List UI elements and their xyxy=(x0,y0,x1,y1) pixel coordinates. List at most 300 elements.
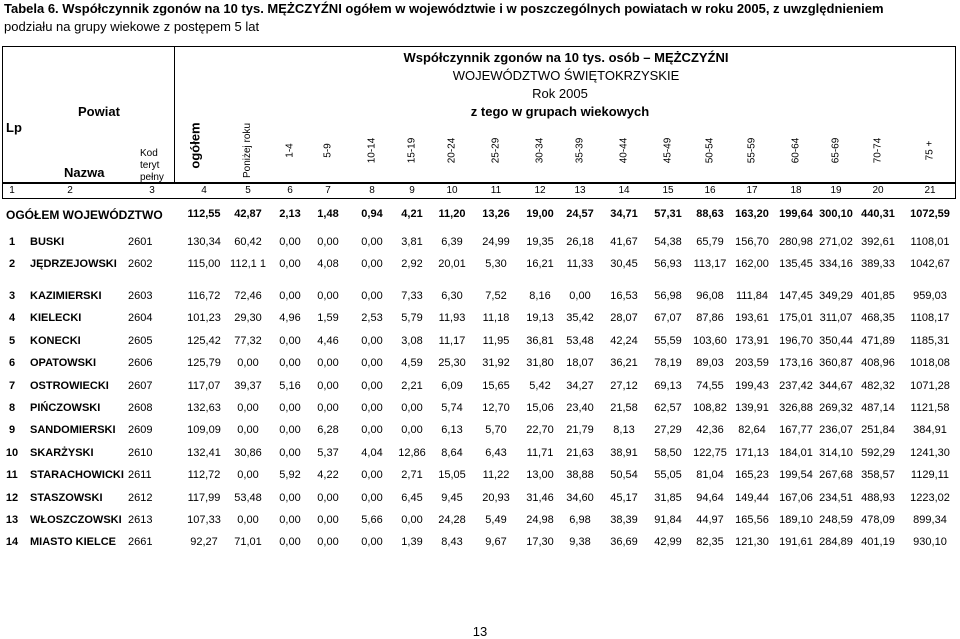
row-value: 11,17 xyxy=(438,335,466,347)
age-group-label: 20-24 xyxy=(446,137,458,163)
row-lp: 13 xyxy=(5,514,19,526)
age-group-label: 70-74 xyxy=(872,137,884,163)
row-value: 0,00 xyxy=(237,424,259,436)
column-number: 2 xyxy=(67,185,73,196)
column-number: 3 xyxy=(149,185,155,196)
row-value: 2,92 xyxy=(401,258,423,270)
row-value: 408,96 xyxy=(861,357,895,369)
row-value: 5,49 xyxy=(485,514,507,526)
age-group-label: 30-34 xyxy=(534,137,546,163)
row-value: 55,05 xyxy=(654,469,682,481)
row-value: 11,95 xyxy=(482,335,510,347)
row-value: 11,33 xyxy=(566,258,594,270)
row-value: 27,29 xyxy=(654,424,682,436)
row-value: 326,88 xyxy=(779,402,813,414)
row-value: 38,88 xyxy=(566,469,594,481)
row-value: 344,67 xyxy=(819,380,853,392)
row-value: 401,85 xyxy=(861,290,895,302)
page-number: 13 xyxy=(472,624,488,639)
row-value: 31,46 xyxy=(526,492,554,504)
row-value: 1129,11 xyxy=(910,469,950,481)
row-value: 7,52 xyxy=(485,290,507,302)
row-kod: 2612 xyxy=(128,492,153,504)
row-lp: 11 xyxy=(6,469,18,481)
total-row-value: 19,00 xyxy=(526,208,554,220)
row-value: 0,00 xyxy=(317,514,339,526)
row-value: 34,27 xyxy=(566,380,594,392)
row-value: 11,22 xyxy=(482,469,510,481)
column-number: 15 xyxy=(662,185,674,196)
row-value: 471,89 xyxy=(861,335,895,347)
row-value: 94,64 xyxy=(696,492,724,504)
row-value: 0,00 xyxy=(279,514,301,526)
row-value: 31,80 xyxy=(526,357,554,369)
age-group-header xyxy=(308,120,348,180)
column-number: 20 xyxy=(872,185,884,196)
row-value: 8,16 xyxy=(529,290,551,302)
row-value: 112,72 xyxy=(187,469,221,481)
column-number: 16 xyxy=(704,185,716,196)
total-row-value: 1,48 xyxy=(317,208,339,220)
age-group-label: 5-9 xyxy=(322,142,334,158)
row-value: 0,00 xyxy=(317,357,339,369)
total-row-value: 1072,59 xyxy=(910,208,950,220)
row-value: 271,02 xyxy=(819,236,853,248)
row-value: 5,70 xyxy=(485,424,507,436)
row-value: 36,81 xyxy=(526,335,554,347)
row-value: 15,06 xyxy=(526,402,554,414)
row-kod: 2605 xyxy=(128,335,153,347)
row-value: 0,00 xyxy=(279,402,301,414)
row-value: 959,03 xyxy=(913,290,947,302)
row-value: 6,13 xyxy=(441,424,463,436)
row-value: 592,29 xyxy=(861,447,895,459)
row-value: 113,17 xyxy=(693,258,727,270)
row-value: 18,07 xyxy=(566,357,594,369)
row-value: 5,66 xyxy=(361,514,383,526)
row-kod: 2607 xyxy=(128,380,153,392)
row-value: 251,84 xyxy=(861,424,895,436)
row-value: 103,60 xyxy=(693,335,727,347)
age-group-header xyxy=(352,120,392,180)
column-number: 8 xyxy=(369,185,375,196)
row-value: 147,45 xyxy=(779,290,813,302)
row-value: 8,13 xyxy=(613,424,635,436)
row-value: 24,99 xyxy=(482,236,510,248)
total-row-value: 163,20 xyxy=(735,208,769,220)
row-value: 0,00 xyxy=(361,536,383,548)
row-value: 116,72 xyxy=(187,290,221,302)
row-value: 149,44 xyxy=(735,492,769,504)
row-value: 0,00 xyxy=(279,335,301,347)
age-group-header xyxy=(816,120,856,180)
row-value: 1,39 xyxy=(401,536,423,548)
row-value: 0,00 xyxy=(317,402,339,414)
row-value: 60,42 xyxy=(234,236,262,248)
row-value: 121,30 xyxy=(735,536,769,548)
row-value: 39,37 xyxy=(234,380,262,392)
row-value: 165,56 xyxy=(735,514,769,526)
total-row-value: 112,55 xyxy=(187,208,221,220)
ogolem-header xyxy=(180,121,210,169)
row-value: 488,93 xyxy=(861,492,895,504)
row-name: OSTROWIECKI xyxy=(30,380,109,392)
row-value: 0,00 xyxy=(361,236,383,248)
age-group-header xyxy=(270,120,310,180)
row-value: 0,00 xyxy=(317,236,339,248)
row-value: 11,18 xyxy=(482,312,510,324)
table-caption xyxy=(4,0,956,36)
age-group-header xyxy=(520,120,560,180)
row-value: 156,70 xyxy=(735,236,769,248)
row-value: 184,01 xyxy=(779,447,813,459)
row-value: 4,46 xyxy=(317,335,339,347)
row-value: 189,10 xyxy=(779,514,813,526)
row-value: 478,09 xyxy=(861,514,895,526)
column-number: 21 xyxy=(924,185,936,196)
row-value: 3,81 xyxy=(401,236,423,248)
row-value: 0,00 xyxy=(279,424,301,436)
row-value: 0,00 xyxy=(401,402,423,414)
row-value: 0,00 xyxy=(361,492,383,504)
row-value: 1241,30 xyxy=(910,447,950,459)
row-value: 56,93 xyxy=(654,258,682,270)
row-value: 203,59 xyxy=(735,357,769,369)
row-value: 91,84 xyxy=(654,514,682,526)
row-kod: 2606 xyxy=(128,357,153,369)
row-value: 3,08 xyxy=(401,335,423,347)
row-value: 1185,31 xyxy=(910,335,950,347)
row-name: BUSKI xyxy=(30,236,65,248)
pelny-label: pełny xyxy=(140,172,164,183)
row-value: 82,64 xyxy=(738,424,766,436)
row-value: 89,03 xyxy=(696,357,724,369)
row-name: STARACHOWICKI xyxy=(30,469,124,481)
row-value: 0,00 xyxy=(237,514,259,526)
row-value: 1108,17 xyxy=(910,312,950,324)
row-kod: 2609 xyxy=(128,424,153,436)
row-value: 236,07 xyxy=(819,424,853,436)
column-number: 17 xyxy=(746,185,758,196)
age-group-label: 25-29 xyxy=(490,137,502,163)
row-value: 0,00 xyxy=(401,424,423,436)
total-row-value: 34,71 xyxy=(610,208,638,220)
row-value: 0,00 xyxy=(279,258,301,270)
row-value: 6,43 xyxy=(485,447,507,459)
row-value: 35,42 xyxy=(566,312,594,324)
row-value: 81,04 xyxy=(696,469,724,481)
row-value: 31,85 xyxy=(654,492,682,504)
row-value: 15,65 xyxy=(482,380,510,392)
age-group-label: 1-4 xyxy=(284,142,296,158)
row-value: 24,98 xyxy=(526,514,554,526)
ogolem-label: ogółem xyxy=(187,121,203,169)
row-value: 0,00 xyxy=(317,380,339,392)
age-group-header xyxy=(604,120,644,180)
row-value: 5,30 xyxy=(485,258,507,270)
kod-label: Kod xyxy=(140,148,158,159)
row-kod: 2603 xyxy=(128,290,153,302)
total-row-value: 24,57 xyxy=(566,208,594,220)
total-row-value: 11,20 xyxy=(438,208,466,220)
nazwa-header: Nazwa xyxy=(64,165,105,180)
row-value: 167,06 xyxy=(779,492,813,504)
row-value: 6,30 xyxy=(441,290,463,302)
row-value: 0,00 xyxy=(361,424,383,436)
row-value: 0,00 xyxy=(361,469,383,481)
row-value: 21,63 xyxy=(566,447,594,459)
age-group-label: 75 + xyxy=(924,140,936,160)
row-value: 56,98 xyxy=(654,290,682,302)
row-value: 71,01 xyxy=(234,536,262,548)
age-group-header xyxy=(392,120,432,180)
row-value: 350,44 xyxy=(819,335,853,347)
age-group-label: 55-59 xyxy=(746,137,758,163)
row-value: 4,96 xyxy=(279,312,301,324)
row-value: 196,70 xyxy=(779,335,813,347)
row-lp: 5 xyxy=(8,335,16,347)
row-value: 6,09 xyxy=(441,380,463,392)
age-group-header xyxy=(648,120,688,180)
row-value: 101,23 xyxy=(187,312,221,324)
row-lp: 12 xyxy=(5,492,19,504)
row-value: 0,00 xyxy=(361,402,383,414)
age-group-label: 45-49 xyxy=(662,137,674,163)
row-value: 165,23 xyxy=(735,469,769,481)
row-value: 5,16 xyxy=(279,380,301,392)
row-value: 9,67 xyxy=(485,536,507,548)
row-value: 87,86 xyxy=(696,312,724,324)
row-value: 193,61 xyxy=(735,312,769,324)
row-value: 6,45 xyxy=(401,492,423,504)
total-row-value: 199,64 xyxy=(779,208,813,220)
row-value: 1,59 xyxy=(317,312,339,324)
row-kod: 2613 xyxy=(128,514,153,526)
row-value: 41,67 xyxy=(610,236,638,248)
total-row-value: 2,13 xyxy=(279,208,301,220)
row-value: 1121,58 xyxy=(910,402,950,414)
row-value: 107,33 xyxy=(187,514,221,526)
age-group-label: 60-64 xyxy=(790,137,802,163)
row-value: 237,42 xyxy=(779,380,813,392)
total-row-value: 4,21 xyxy=(401,208,423,220)
row-value: 171,13 xyxy=(735,447,769,459)
row-value: 5,79 xyxy=(401,312,423,324)
row-value: 280,98 xyxy=(779,236,813,248)
row-value: 401,19 xyxy=(861,536,895,548)
row-value: 2,21 xyxy=(401,380,423,392)
row-value: 4,59 xyxy=(401,357,423,369)
row-value: 92,27 xyxy=(190,536,218,548)
row-value: 12,70 xyxy=(482,402,510,414)
row-value: 30,86 xyxy=(234,447,262,459)
age-group-header xyxy=(476,120,516,180)
age-group-header xyxy=(732,120,772,180)
row-value: 8,43 xyxy=(441,536,463,548)
row-value: 53,48 xyxy=(234,492,262,504)
row-value: 334,16 xyxy=(819,258,853,270)
row-value: 234,51 xyxy=(819,492,853,504)
row-value: 167,77 xyxy=(779,424,813,436)
row-value: 139,91 xyxy=(735,402,769,414)
total-row-value: 42,87 xyxy=(234,208,262,220)
row-lp: 4 xyxy=(8,312,16,324)
row-value: 4,22 xyxy=(317,469,339,481)
row-value: 45,17 xyxy=(610,492,638,504)
row-value: 11,93 xyxy=(438,312,466,324)
total-row-value: 440,31 xyxy=(861,208,895,220)
row-value: 30,45 xyxy=(610,258,638,270)
row-name: SANDOMIERSKI xyxy=(30,424,116,436)
row-value: 62,57 xyxy=(654,402,682,414)
row-value: 78,19 xyxy=(654,357,682,369)
row-value: 23,40 xyxy=(566,402,594,414)
row-value: 384,91 xyxy=(913,424,947,436)
row-value: 6,28 xyxy=(317,424,339,436)
total-row-name: OGÓŁEM WOJEWÓDZTWO xyxy=(6,208,163,222)
row-value: 53,48 xyxy=(566,335,594,347)
row-value: 468,35 xyxy=(861,312,895,324)
row-value: 2,53 xyxy=(361,312,383,324)
row-value: 5,92 xyxy=(279,469,301,481)
row-value: 117,99 xyxy=(187,492,221,504)
caption-line-2: podziału na grupy wiekowe z postępem 5 lat xyxy=(4,19,260,34)
row-name: OPATOWSKI xyxy=(30,357,96,369)
row-value: 29,30 xyxy=(234,312,262,324)
age-group-header xyxy=(910,120,950,180)
total-row-value: 300,10 xyxy=(819,208,853,220)
row-value: 4,04 xyxy=(361,447,383,459)
row-name: PIŃCZOWSKI xyxy=(30,402,101,414)
row-value: 9,38 xyxy=(569,536,591,548)
row-value: 117,07 xyxy=(187,380,221,392)
row-value: 0,00 xyxy=(401,514,423,526)
row-value: 125,79 xyxy=(187,357,221,369)
row-name: STASZOWSKI xyxy=(30,492,103,504)
row-value: 0,00 xyxy=(279,290,301,302)
row-value: 199,54 xyxy=(779,469,813,481)
row-value: 191,61 xyxy=(779,536,813,548)
column-number: 14 xyxy=(618,185,630,196)
total-row-value: 57,31 xyxy=(654,208,682,220)
row-kod: 2601 xyxy=(128,236,153,248)
row-value: 135,45 xyxy=(779,258,813,270)
row-value: 42,36 xyxy=(696,424,724,436)
row-name: KAZIMIERSKI xyxy=(30,290,102,302)
row-value: 17,30 xyxy=(526,536,554,548)
row-value: 267,68 xyxy=(819,469,853,481)
row-lp: 9 xyxy=(8,424,16,436)
row-value: 96,08 xyxy=(696,290,724,302)
total-row-value: 13,26 xyxy=(482,208,510,220)
row-value: 19,35 xyxy=(526,236,554,248)
row-value: 132,63 xyxy=(187,402,221,414)
age-group-label: 50-54 xyxy=(704,137,716,163)
column-number: 4 xyxy=(201,185,207,196)
row-value: 19,13 xyxy=(526,312,554,324)
row-value: 162,00 xyxy=(735,258,769,270)
row-value: 0,00 xyxy=(361,380,383,392)
row-value: 5,42 xyxy=(529,380,551,392)
row-value: 6,39 xyxy=(441,236,463,248)
row-value: 0,00 xyxy=(279,492,301,504)
row-value: 0,00 xyxy=(361,258,383,270)
row-value: 487,14 xyxy=(861,402,895,414)
row-value: 0,00 xyxy=(237,469,259,481)
row-value: 311,07 xyxy=(819,312,853,324)
age-group-label: 40-44 xyxy=(618,137,630,163)
row-value: 482,32 xyxy=(861,380,895,392)
row-lp: 7 xyxy=(8,380,16,392)
row-value: 50,54 xyxy=(610,469,638,481)
row-value: 77,32 xyxy=(234,335,262,347)
row-kod: 2610 xyxy=(128,447,153,459)
row-value: 5,74 xyxy=(441,402,463,414)
row-value: 1018,08 xyxy=(910,357,950,369)
row-name: KONECKI xyxy=(30,335,81,347)
row-value: 28,07 xyxy=(610,312,638,324)
row-value: 125,42 xyxy=(187,335,221,347)
row-value: 122,75 xyxy=(693,447,727,459)
row-value: 4,08 xyxy=(317,258,339,270)
row-value: 0,00 xyxy=(279,357,301,369)
age-group-label: 10-14 xyxy=(366,137,378,163)
row-value: 112,1 1 xyxy=(230,258,266,270)
row-value: 248,59 xyxy=(819,514,853,526)
row-kod: 2661 xyxy=(128,536,153,548)
row-value: 13,00 xyxy=(526,469,554,481)
total-row-value: 0,94 xyxy=(361,208,383,220)
row-value: 0,00 xyxy=(237,357,259,369)
row-name: SKARŻYSKI xyxy=(30,447,94,459)
age-group-header xyxy=(560,120,600,180)
row-value: 44,97 xyxy=(696,514,724,526)
age-group-header xyxy=(432,120,472,180)
row-value: 0,00 xyxy=(317,492,339,504)
row-value: 16,21 xyxy=(526,258,554,270)
row-value: 65,79 xyxy=(696,236,724,248)
row-value: 42,99 xyxy=(654,536,682,548)
row-value: 0,00 xyxy=(317,536,339,548)
row-value: 26,18 xyxy=(566,236,594,248)
row-value: 1042,67 xyxy=(910,258,950,270)
row-value: 12,86 xyxy=(398,447,426,459)
row-value: 360,87 xyxy=(819,357,853,369)
kod-header xyxy=(140,148,164,184)
row-value: 20,01 xyxy=(438,258,466,270)
row-value: 58,50 xyxy=(654,447,682,459)
row-value: 72,46 xyxy=(234,290,262,302)
row-value: 8,64 xyxy=(441,447,463,459)
row-name: JĘDRZEJOWSKI xyxy=(30,258,117,270)
column-number: 11 xyxy=(490,185,502,196)
row-value: 38,91 xyxy=(610,447,638,459)
row-value: 6,98 xyxy=(569,514,591,526)
row-value: 9,45 xyxy=(441,492,463,504)
column-number: 12 xyxy=(534,185,546,196)
row-kod: 2604 xyxy=(128,312,153,324)
row-value: 38,39 xyxy=(610,514,638,526)
row-value: 21,79 xyxy=(566,424,594,436)
row-value: 11,71 xyxy=(526,447,554,459)
lp-header: Lp xyxy=(6,120,22,135)
row-name: MIASTO KIELCE xyxy=(30,536,116,548)
row-value: 1223,02 xyxy=(910,492,950,504)
row-value: 0,00 xyxy=(569,290,591,302)
row-value: 392,61 xyxy=(861,236,895,248)
row-value: 69,13 xyxy=(654,380,682,392)
row-lp: 8 xyxy=(8,402,16,414)
